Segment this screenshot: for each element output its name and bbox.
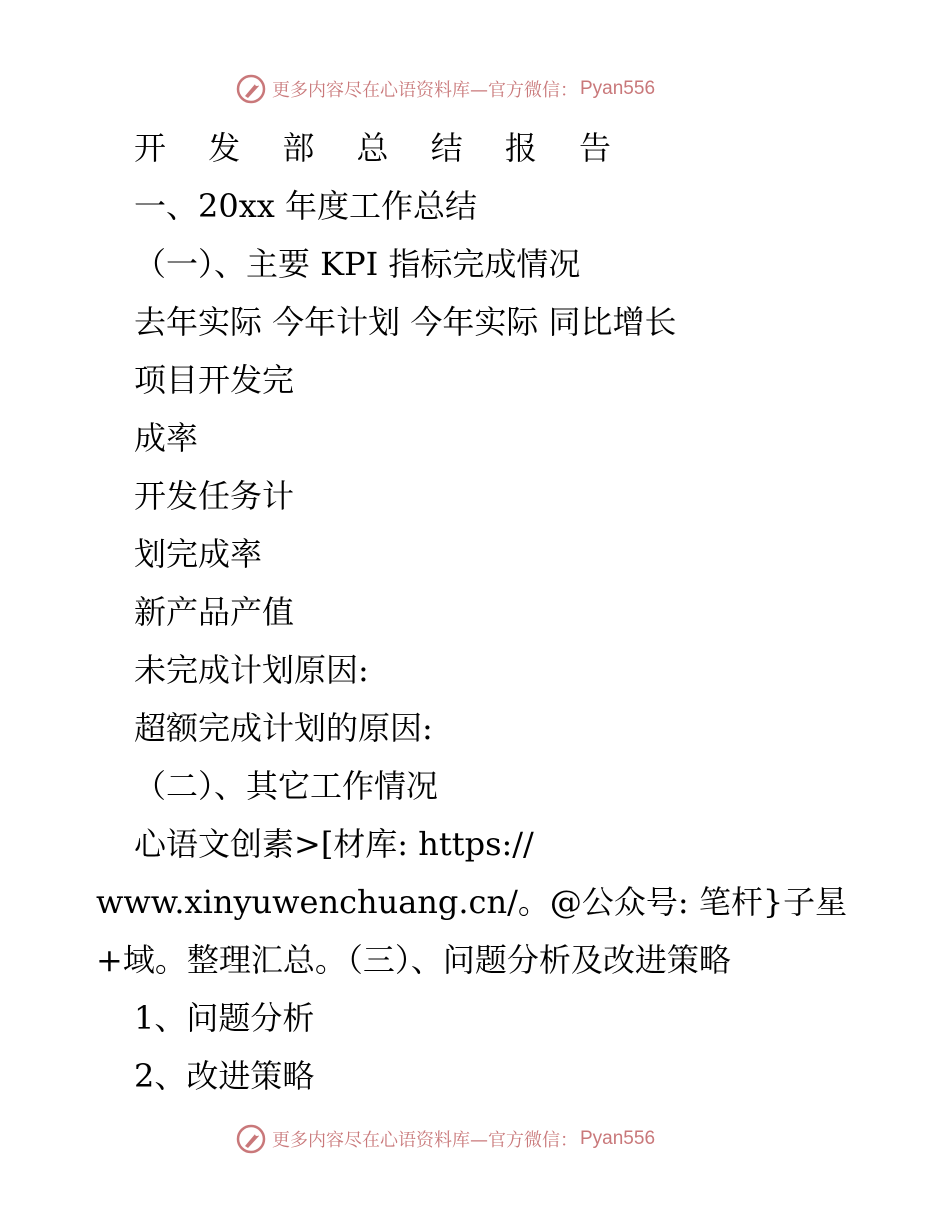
document-title: 开 发 部 总 结 报 告 [134, 129, 628, 167]
text-line: www.xinyuwenchuang.cn/。@公众号: 笔杆}子星 [96, 883, 848, 921]
subsection-heading: （一）、主要 KPI 指标完成情况 [134, 245, 581, 283]
watermark-footer [236, 1122, 655, 1156]
list-item: 1、问题分析 [134, 999, 315, 1037]
subsection-heading: （二）、其它工作情况 [134, 767, 439, 805]
watermark-text: 更多内容尽在心语资料库—官方微信： [272, 1130, 578, 1151]
pen-logo-icon [236, 1124, 266, 1154]
text-line: 超额完成计划的原因: [134, 709, 433, 747]
watermark-wechat-id: Pyan556 [580, 78, 656, 99]
list-item: 2、改进策略 [134, 1057, 315, 1095]
text-line: 开发任务计 [134, 477, 295, 515]
section-heading: 一、20xx 年度工作总结 [134, 187, 477, 225]
watermark-text: 更多内容尽在心语资料库—官方微信： [272, 80, 578, 101]
text-line: 划完成率 [134, 535, 263, 573]
text-line: 新产品产值 [134, 593, 295, 631]
text-line: 项目开发完 [134, 361, 295, 399]
text-line: 心语文创素>[材库: https:// [134, 825, 534, 863]
pen-logo-icon [236, 74, 266, 104]
watermark-header [236, 72, 655, 106]
text-line: 成率 [134, 419, 199, 457]
table-header-line: 去年实际 今年计划 今年实际 同比增长 [134, 303, 677, 341]
text-line: +域。整理汇总。（三）、问题分析及改进策略 [96, 941, 731, 979]
text-line: 未完成计划原因: [134, 651, 369, 689]
watermark-wechat-id: Pyan556 [580, 1128, 656, 1149]
